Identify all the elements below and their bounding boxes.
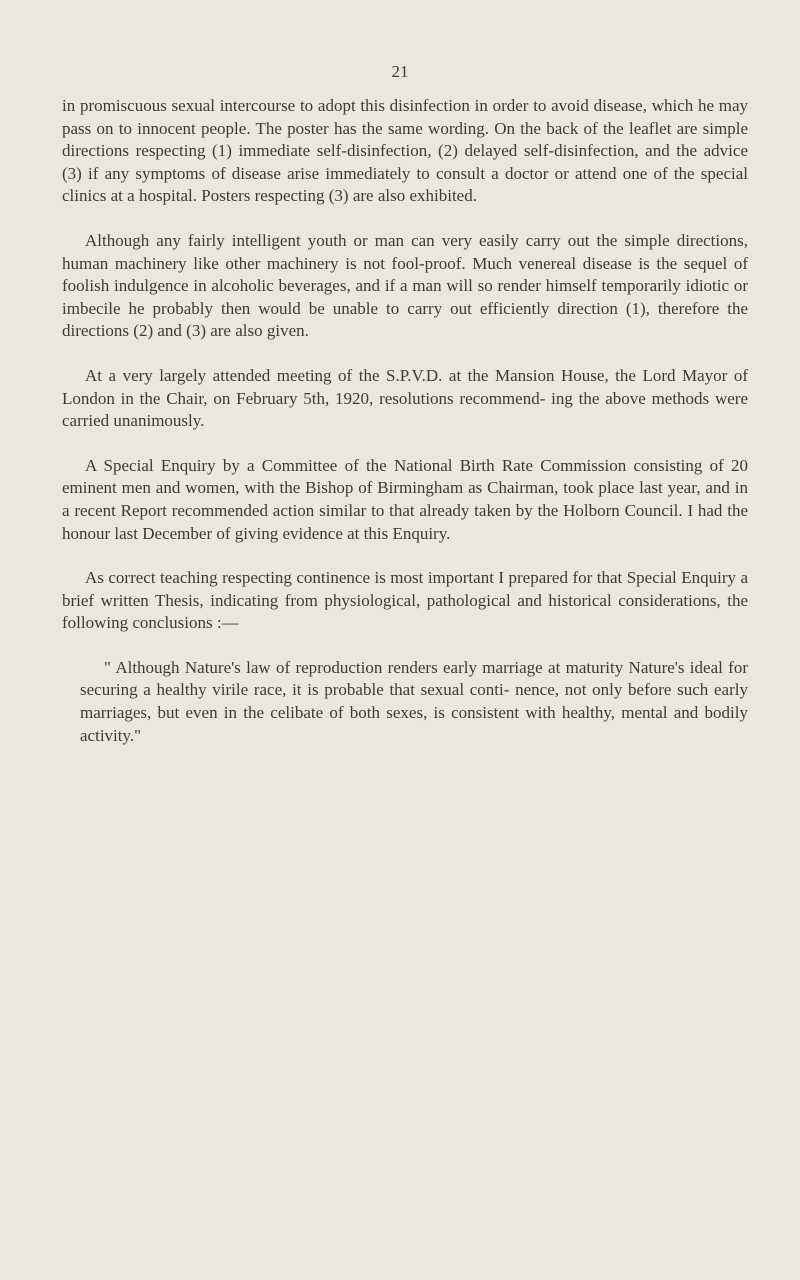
paragraph-4: A Special Enquiry by a Committee of the National Birth Rate Commission consisting of 20 eminent men and women, with the Bishop of Birmingham as Chairman, took place last year, and in a recent Report recommended action similar to that already taken by the Holborn Council. I had the honour last December of giving evidence at this Enquiry.	[62, 455, 748, 543]
quoted-conclusion: " Although Nature's law of reproduction renders early marriage at maturity Nature's ideal for securing a healthy virile race, it is probable that sexual conti- nence, not only before such early marriages, but even in the celibate of both sexes, is consistent with healthy, mental and bodily activity."	[80, 657, 748, 745]
paragraph-2: Although any fairly intelligent youth or man can very easily carry out the simple directions, human machinery like other machinery is not fool-proof. Much venereal disease is the sequel of foolish indulgence in alcoholic beverages, and if a man will so render himself temporarily idiotic or imbecile he probably then would be unable to carry out efficiently direction (1), therefore the directions (2) and (3) are also given.	[62, 230, 748, 341]
body-text	[62, 95, 748, 747]
paragraph-5: As correct teaching respecting continence is most important I prepared for that Special Enquiry a brief written Thesis, indicating from physiological, pathological and historical considerations, the following conclusions :—	[62, 568, 748, 633]
paragraph-3: At a very largely attended meeting of the S.P.V.D. at the Mansion House, the Lord Mayor of London in the Chair, on February 5th, 1920, resolutions recommend- ing the above methods were carried unanimously.	[62, 365, 748, 431]
page-number: 21	[391, 62, 409, 81]
paragraph-1: in promiscuous sexual intercourse to adopt this disinfection in order to avoid disease, which he may pass on to innocent people. The poster has the same wording. On the back of the leaflet are simple directions respecting (1) immediate self-disinfection, (2) delayed self-disinfection, and the advice (3) if any symptoms of disease arise immediately to consult a doctor or attend one of the special clinics at a hospital. Posters respecting (3) are also exhibited.	[62, 96, 748, 206]
